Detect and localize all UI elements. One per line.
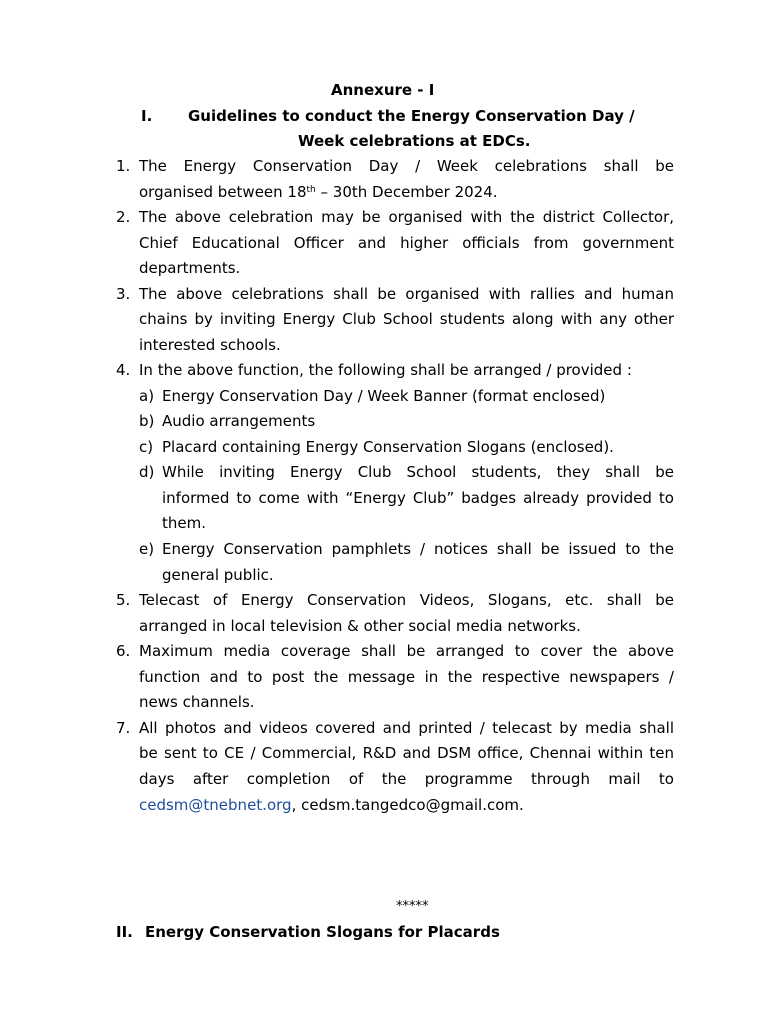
subitem-b-line1: Audio arrangements <box>162 412 316 430</box>
item-7-line2: be sent to CE / Commercial, R&D and DSM office, Chennai within ten <box>139 744 674 762</box>
subitem-a-line1: Energy Conservation Day / Week Banner (format enclosed) <box>162 387 606 405</box>
subitem-label: c) <box>139 438 154 456</box>
section2-heading: Energy Conservation Slogans for Placards <box>145 923 500 941</box>
separator-asterisks: ***** <box>396 899 429 914</box>
item-7-line4 <box>139 795 524 815</box>
ordinal-superscript: th <box>306 185 316 195</box>
item-number: 6. <box>116 642 131 660</box>
item-number: 2. <box>116 208 131 226</box>
section2-numeral: II. <box>116 923 133 941</box>
subitem-label: e) <box>139 540 155 558</box>
item-number: 4. <box>116 361 131 379</box>
item-1-line2: organised between 18th – 30th December 2024. <box>139 183 498 201</box>
subitem-d-line2: informed to come with “Energy Club” badges already provided to <box>162 489 674 507</box>
section1-heading-line1: Guidelines to conduct the Energy Conservation Day / <box>188 107 635 125</box>
item-2-line2: Chief Educational Officer and higher officials from government <box>139 234 674 252</box>
item-2-line1: The above celebration may be organised with the district Collector, <box>139 208 674 226</box>
item-number: 3. <box>116 285 131 303</box>
item-1-line1: The Energy Conservation Day / Week celebrations shall be <box>139 157 674 175</box>
item-2-line3: departments. <box>139 259 241 277</box>
subitem-c-line1: Placard containing Energy Conservation Slogans (enclosed). <box>162 438 614 456</box>
item-number: 5. <box>116 591 131 609</box>
subitem-e-line1: Energy Conservation pamphlets / notices shall be issued to the <box>162 540 674 558</box>
item-4-line1: In the above function, the following shall be arranged / provided : <box>139 361 632 379</box>
section1-heading-line2: Week celebrations at EDCs. <box>298 132 531 150</box>
item-6-line1: Maximum media coverage shall be arranged to cover the above <box>139 642 674 660</box>
item-6-line2: function and to post the message in the respective newspapers / <box>139 668 674 686</box>
section1-numeral: I. <box>141 107 153 125</box>
item-6-line3: news channels. <box>139 693 255 711</box>
email-secondary: , cedsm.tangedco@gmail.com. <box>291 796 524 814</box>
item-3-line2: chains by inviting Energy Club School students along with any other <box>139 310 674 328</box>
subitem-label: d) <box>139 463 155 481</box>
item-number: 1. <box>116 157 131 175</box>
subitem-d-line1: While inviting Energy Club School students, they shall be <box>162 463 674 481</box>
annexure-title: Annexure - I <box>331 81 435 99</box>
item-3-line1: The above celebrations shall be organised with rallies and human <box>139 285 674 303</box>
item-5-line2: arranged in local television & other social media networks. <box>139 617 581 635</box>
item-7-line3: days after completion of the programme through mail to <box>139 770 674 788</box>
subitem-label: a) <box>139 387 155 405</box>
email-link[interactable]: cedsm@tnebnet.org <box>139 796 292 814</box>
subitem-d-line3: them. <box>162 514 206 532</box>
item-5-line1: Telecast of Energy Conservation Videos, Slogans, etc. shall be <box>139 591 674 609</box>
item-3-line3: interested schools. <box>139 336 281 354</box>
subitem-e-line2: general public. <box>162 566 274 584</box>
item-7-line1: All photos and videos covered and printed / telecast by media shall <box>139 719 674 737</box>
item-number: 7. <box>116 719 131 737</box>
subitem-label: b) <box>139 412 155 430</box>
